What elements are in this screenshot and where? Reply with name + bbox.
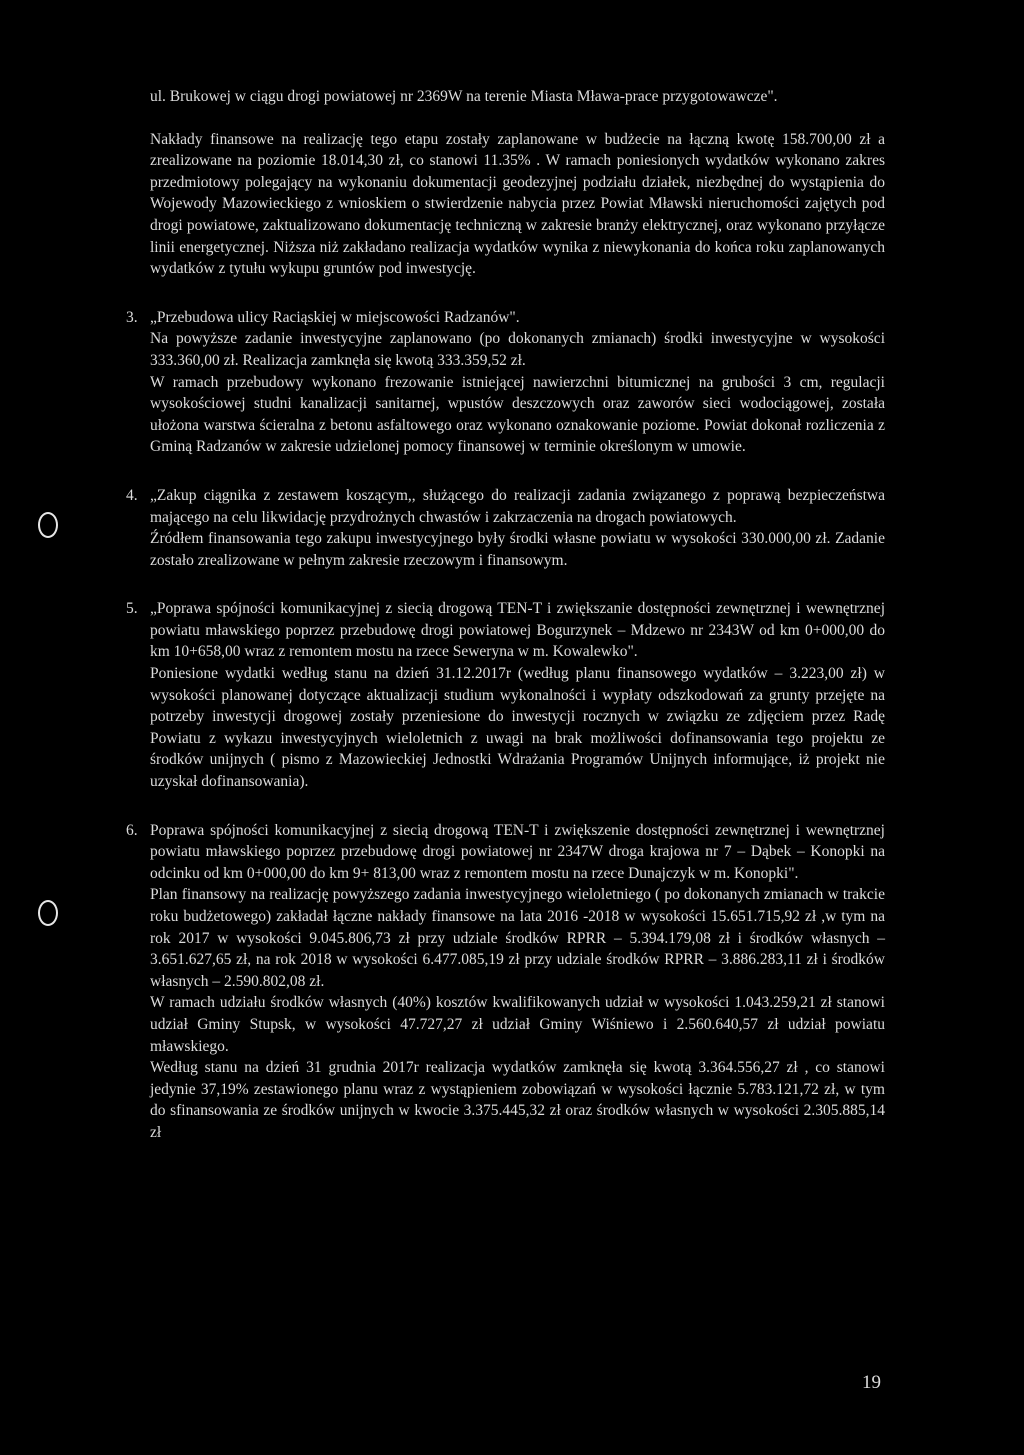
item-title: „Przebudowa ulicy Raciąskiej w miejscowości Radzanów". [150,308,520,326]
item-paragraph: Według stanu na dzień 31 grudnia 2017r realizacja wydatków zamknęła się kwotą 3.364.556,27 zł , co stanowi jedynie 37,19% zestawionego planu wraz z wystąpieniem zobowiązań w wysokości łącznie 5.783.121,72 zł, w tym do sfinansowania ze środków unijnych w kwocie 3.375.445,32 zł oraz środków własnych w wysokości 2.305.885,14 zł [150,1059,885,1141]
item-title: „Poprawa spójności komunikacyjnej z siecią drogową TEN-T i zwiększanie dostępności zewnętrznej i wewnętrznej powiatu mławskiego poprzez przebudowę drogi powiatowej Bogurzynek – Mdzewo nr 2343W od km 0+000,00 do km 10+658,00 wraz z remontem mostu na rzece Seweryna w m. Kowalewko". [150,600,885,661]
item-paragraph: Poniesione wydatki według stanu na dzień 31.12.2017r (według planu finansowego wydatków – 3.223,00 zł) w wysokości planowanej dotyczące aktualizacji studium wykonalności i wypłaty odszkodowań za grunty przejęte na potrzeby inwestycji drogowej zostały przeniesione do inwestycji rocznych w związku ze zdjęciem przez Radę Powiatu z wykazu inwestycyjnych wieloletnich z uwagi na brak możliwości dofinansowania tego projektu ze środków unijnych ( pismo z Mazowieckiej Jednostki Wdrażania Programów Unijnych informujące, iż projekt nie uzyskał dofinansowania). [150,665,885,791]
page-number: 19 [862,1372,881,1393]
list-item-6 [126,820,885,1144]
punch-hole-icon [38,512,58,538]
list-item-number: 3. [126,308,138,326]
document-body [126,86,885,1144]
list-item-number: 4. [126,486,138,504]
item-paragraph: W ramach udziału środków własnych (40%) kosztów kwalifikowanych udział w wysokości 1.043.259,21 zł stanowi udział Gminy Stupsk, w wysokości 47.727,27 zł udział Gminy Wiśniewo i 2.560.640,57 zł udział powiatu mławskiego. [150,994,885,1055]
list-item-5 [126,598,885,792]
list-item-number: 6. [126,821,138,839]
punch-hole-icon [38,900,58,926]
item-paragraph: Źródłem finansowania tego zakupu inwestycyjnego były środki własne powiatu w wysokości 330.000,00 zł. Zadanie zostało zrealizowane w pełnym zakresie rzeczowym i finansowym. [150,530,885,569]
paragraph: ul. Brukowej w ciągu drogi powiatowej nr 2369W na terenie Miasta Mława-prace przygotowawcze". [150,88,778,105]
item-title: Poprawa spójności komunikacyjnej z siecią drogową TEN-T i zwiększenie dostępności zewnętrznej i wewnętrznej powiatu mławskiego poprzez przebudowę drogi powiatowej nr 2347W droga krajowa nr 7 – Dąbek – Konopki na odcinku od km 0+000,00 do km 9+ 813,00 wraz z remontem mostu na rzece Dunajczyk w m. Konopki". [150,821,885,882]
list-item-4 [126,485,885,571]
paragraph: Nakłady finansowe na realizację tego etapu zostały zaplanowane w budżecie na łączną kwotę 158.700,00 zł a zrealizowane na poziomie 18.014,30 zł, co stanowi 11.35% . W ramach poniesionych wydatków wykonano zakres przedmiotowy polegający na wykonaniu dokumentacji geodezyjnej podziału działek, niezbędnej do wystąpienia do Wojewody Mazowieckiego z wnioskiem o stwierdzenie nabycia przez Powiat Mławski nieruchomości zajętych pod drogi powiatowe, zaktualizowano dokumentację techniczną w zakresie branży elektrycznej, oraz wykonano przyłącze linii energetycznej. Niższa niż zakładano realizacja wydatków wynika z niewykonania do końca roku zaplanowanych wydatków z tytułu wykupu gruntów pod inwestycję. [150,130,885,278]
item-paragraph: W ramach przebudowy wykonano frezowanie istniejącej nawierzchni bitumicznej na grubości 3 cm, regulacji wysokościowej studni kanalizacji sanitarnej, wpustów deszczowych oraz zaworów sieci wodociągowej, została ułożona warstwa ścieralna z betonu asfaltowego oraz wykonano oznakowanie poziome. Powiat dokonał rozliczenia z Gminą Radzanów w zakresie udzielonej pomocy finansowej w terminie określonym w umowie. [150,373,885,456]
list-item-3 [126,307,885,458]
item-paragraph: Plan finansowy na realizację powyższego zadania inwestycyjnego wieloletniego ( po dokonanych zmianach w trakcie roku budżetowego) zakładał łączne nakłady finansowe na lata 2016 -2018 w wysokości 15.651.715,92 zł ,w tym na rok 2017 w wysokości 9.045.806,73 zł przy udziale środków RPRR – 5.394.179,08 zł i środków własnych – 3.651.627,65 zł, na rok 2018 w wysokości 6.477.085,19 zł przy udziale środków RPRR – 3.886.283,11 zł i środków własnych – 2.590.802,08 zł. [150,886,885,990]
item-paragraph: Na powyższe zadanie inwestycyjne zaplanowano (po dokonanych zmianach) środki inwestycyjne w wysokości 333.360,00 zł. Realizacja zamknęła się kwotą 333.359,52 zł. [150,330,885,369]
item-title: „Zakup ciągnika z zestawem koszącym,, służącego do realizacji zadania związanego z poprawą bezpieczeństwa mającego na celu likwidację przydrożnych chwastów i zakrzaczenia na drogach powiatowych. [150,486,885,526]
list-item-number: 5. [126,600,138,618]
